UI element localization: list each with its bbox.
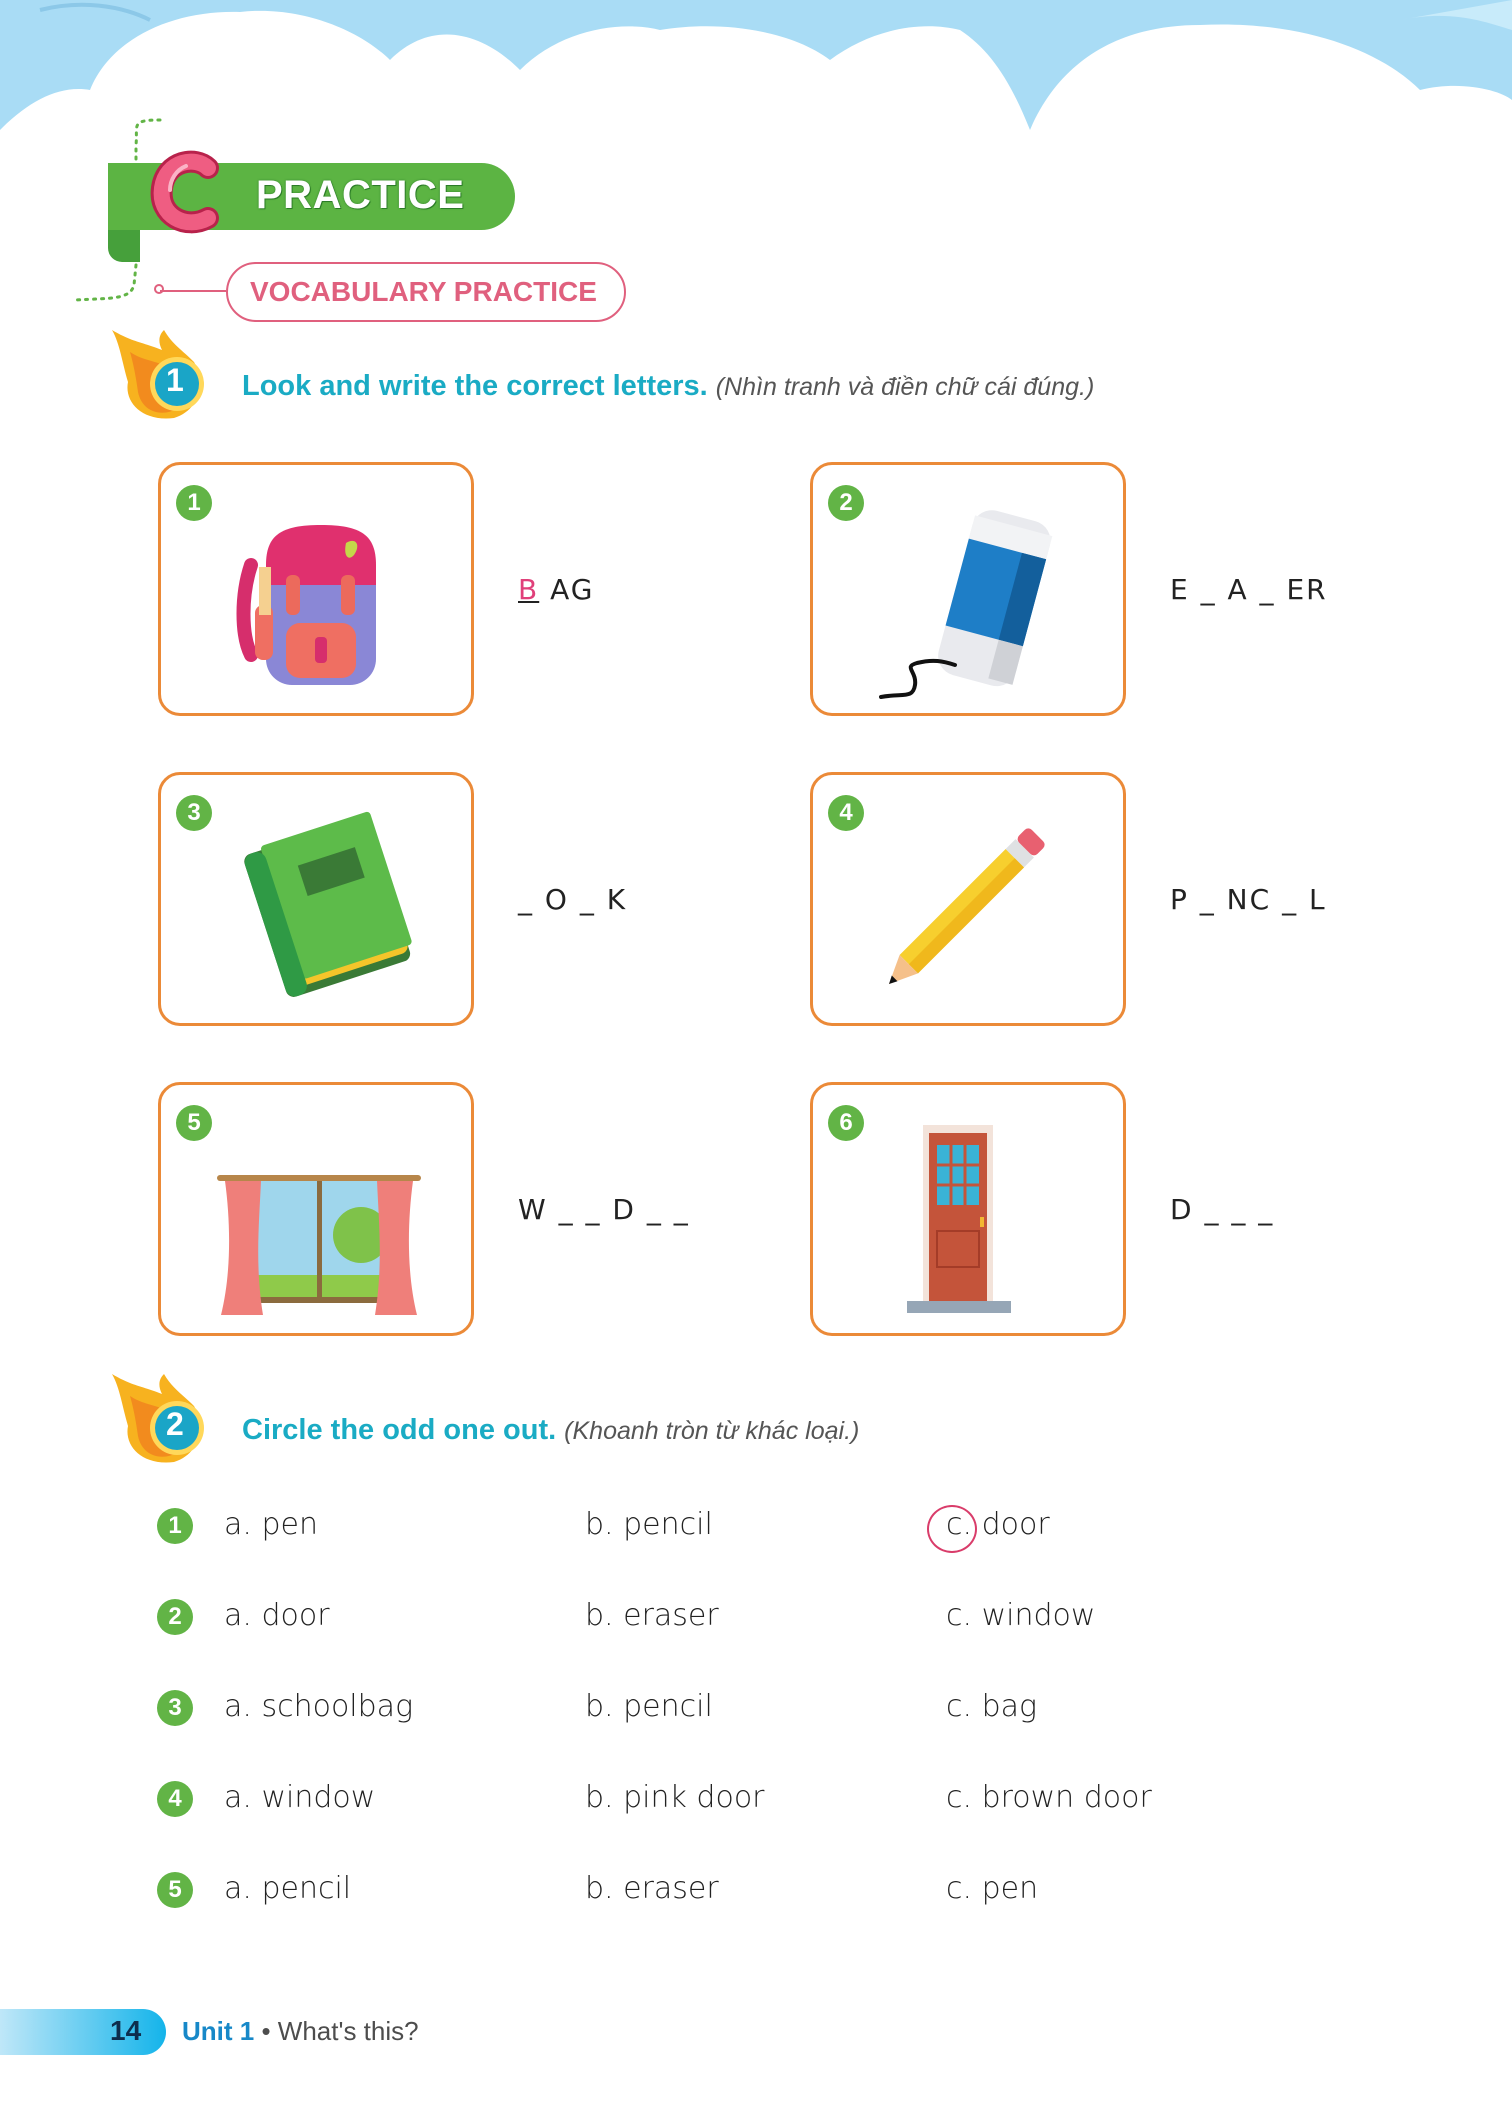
pencil-icon	[863, 795, 1079, 1009]
exercise-1-flame-badge-icon	[102, 322, 212, 422]
item-number-badge: 1	[176, 485, 212, 521]
word-puzzle-5: W _ _ D _ _	[518, 1193, 690, 1226]
exercise-2-number: 2	[166, 1406, 184, 1442]
question-number-badge: 3	[157, 1690, 193, 1726]
option-c[interactable]: c. door	[946, 1507, 1050, 1542]
word-puzzle-3: _ O _ K	[518, 883, 628, 916]
window-icon	[211, 1105, 427, 1319]
filled-answer-letter: B	[518, 573, 540, 606]
option-a[interactable]: a. window	[224, 1780, 376, 1815]
book-icon	[211, 795, 427, 1009]
option-a[interactable]: a. pen	[224, 1507, 318, 1542]
option-b[interactable]: b. eraser	[585, 1598, 719, 1633]
unit-title: What's this?	[277, 2016, 419, 2046]
option-b[interactable]: b. eraser	[585, 1871, 719, 1906]
exercise-1-translation: (Nhìn tranh và điền chữ cái đúng.)	[715, 373, 1095, 401]
section-letter-c-icon	[146, 148, 236, 238]
exercise-2-instruction-text: Circle the odd one out.	[242, 1414, 557, 1446]
option-c[interactable]: c. window	[946, 1598, 1096, 1633]
option-a[interactable]: a. door	[224, 1598, 330, 1633]
option-a[interactable]: a. schoolbag	[224, 1689, 414, 1724]
picture-card-schoolbag	[158, 462, 474, 716]
question-number-badge: 5	[157, 1872, 193, 1908]
picture-card-pencil	[810, 772, 1126, 1026]
unit-name: Unit 1	[182, 2016, 255, 2046]
word-puzzle-2: E _ A _ ER	[1170, 573, 1328, 606]
question-number-badge: 1	[157, 1508, 193, 1544]
picture-card-book	[158, 772, 474, 1026]
option-c[interactable]: c. pen	[946, 1871, 1039, 1906]
item-number-badge: 4	[828, 795, 864, 831]
exercise-2-flame-badge-icon	[102, 1366, 212, 1466]
exercise-2-translation: (Khoanh tròn từ khác loại.)	[564, 1417, 860, 1445]
word-puzzle-1	[518, 573, 594, 606]
page-number: 14	[110, 2015, 142, 2046]
section-title: PRACTICE	[256, 173, 465, 217]
option-c[interactable]: c. brown door	[946, 1780, 1152, 1815]
item-number-badge: 6	[828, 1105, 864, 1141]
option-c[interactable]: c. bag	[946, 1689, 1037, 1724]
picture-card-door	[810, 1082, 1126, 1336]
word-puzzle-4: P _ NC _ L	[1170, 883, 1327, 916]
schoolbag-icon	[211, 485, 427, 699]
item-number-badge: 3	[176, 795, 212, 831]
door-icon	[863, 1105, 1079, 1319]
item-number-badge: 2	[828, 485, 864, 521]
footer-unit-label	[182, 2016, 419, 2047]
picture-card-window	[158, 1082, 474, 1336]
picture-card-eraser	[810, 462, 1126, 716]
connector-dot	[154, 284, 164, 294]
exercise-1-instruction	[242, 370, 1094, 403]
word-remainder: AG	[539, 573, 595, 606]
question-number-badge: 2	[157, 1599, 193, 1635]
connector-line	[160, 290, 226, 292]
option-a[interactable]: a. pencil	[224, 1871, 352, 1906]
subsection-title: VOCABULARY PRACTICE	[250, 276, 597, 307]
option-b[interactable]: b. pencil	[585, 1689, 713, 1724]
exercise-1-number: 1	[166, 362, 184, 398]
option-b[interactable]: b. pencil	[585, 1507, 713, 1542]
option-b[interactable]: b. pink door	[585, 1780, 765, 1815]
exercise-2-instruction	[242, 1414, 859, 1447]
word-puzzle-6: D _ _ _	[1170, 1193, 1275, 1226]
eraser-icon	[863, 485, 1079, 699]
exercise-1-instruction-text: Look and write the correct letters.	[242, 370, 708, 402]
question-number-badge: 4	[157, 1781, 193, 1817]
item-number-badge: 5	[176, 1105, 212, 1141]
footer-separator: •	[254, 2016, 278, 2046]
